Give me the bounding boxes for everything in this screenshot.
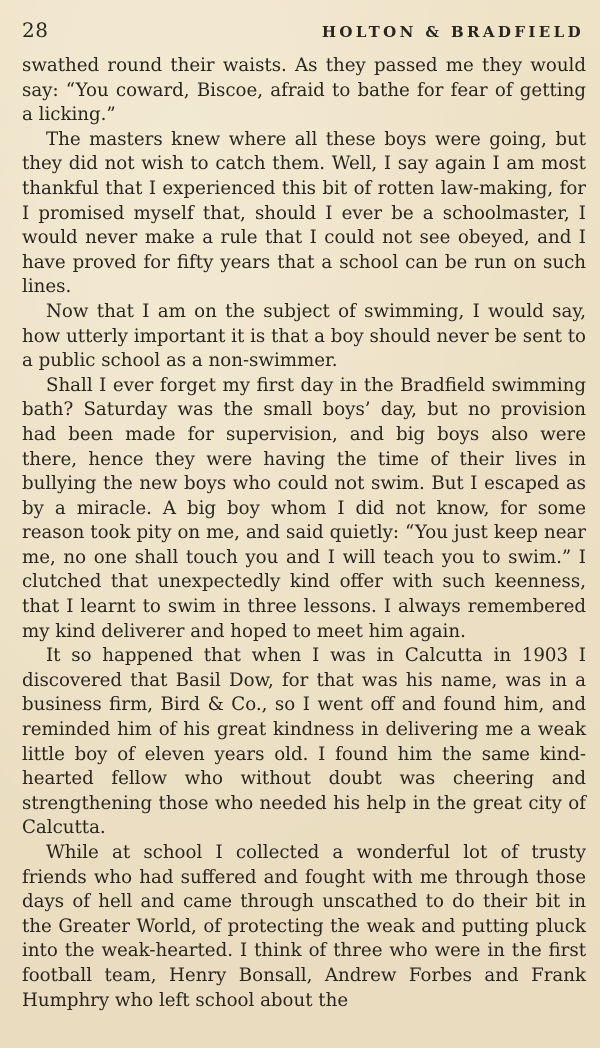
paragraph: Shall I ever forget my first day in the Bradfield swimming bath? Saturday was the small boys’ day, but no provision had been made for supervision, and big boys also were there, hence they were having the time of their lives in bullying the new boys who could not swim. But I escaped as by a miracle. A big boy whom I did not know, for some reason took pity on me, and said quietly: “You just keep near me, no one shall touch you and I will teach you to swim.” I clutched that unexpectedly kind offer with such keenness, that I learnt to swim in three lessons. I always remembered my kind deliverer and hoped to meet him again. [22,374,586,642]
body-text [22,54,586,1013]
paragraph: While at school I collected a wonderful lot of trusty friends who had suffered and fought with me through those days of hell and came through unscathed to do their bit in the Greater World, of protecting the weak and putting pluck into the weak-hearted. I think of three who were in the first football team, Henry Bonsall, Andrew Forbes and Frank Humphry who left school about the [22,842,586,1011]
paragraph: It so happened that when I was in Calcutta in 1903 I discovered that Basil Dow, for that was his name, was in a business firm, Bird & Co., so I went off and found him, and reminded him of his great kindness in delivering me a weak little boy of eleven years old. I found him the same kind-hearted fellow who without doubt was cheering and strengthening those who needed his help in the great city of Calcutta. [22,645,586,839]
running-head: HOLTON & BRADFIELD [321,23,584,41]
page-number: 28 [22,18,49,42]
paragraph: swathed round their waists. As they passed me they would say: “You coward, Biscoe, afraid to bathe for fear of getting a licking.” [22,55,586,126]
paragraph: Now that I am on the subject of swimming, I would say, how utterly important it is that a boy should never be sent to a public school as a non-swimmer. [22,300,586,372]
page-header [22,18,586,50]
paragraph: The masters knew where all these boys were going, but they did not wish to catch them. Well, I say again I am most thankful that I experienced this bit of rotten law-making, for I promised myself that, should I ever be a schoolmaster, I would never make a rule that I could not see obeyed, and I have proved for fifty years that a school can be run on such lines. [22,128,586,298]
